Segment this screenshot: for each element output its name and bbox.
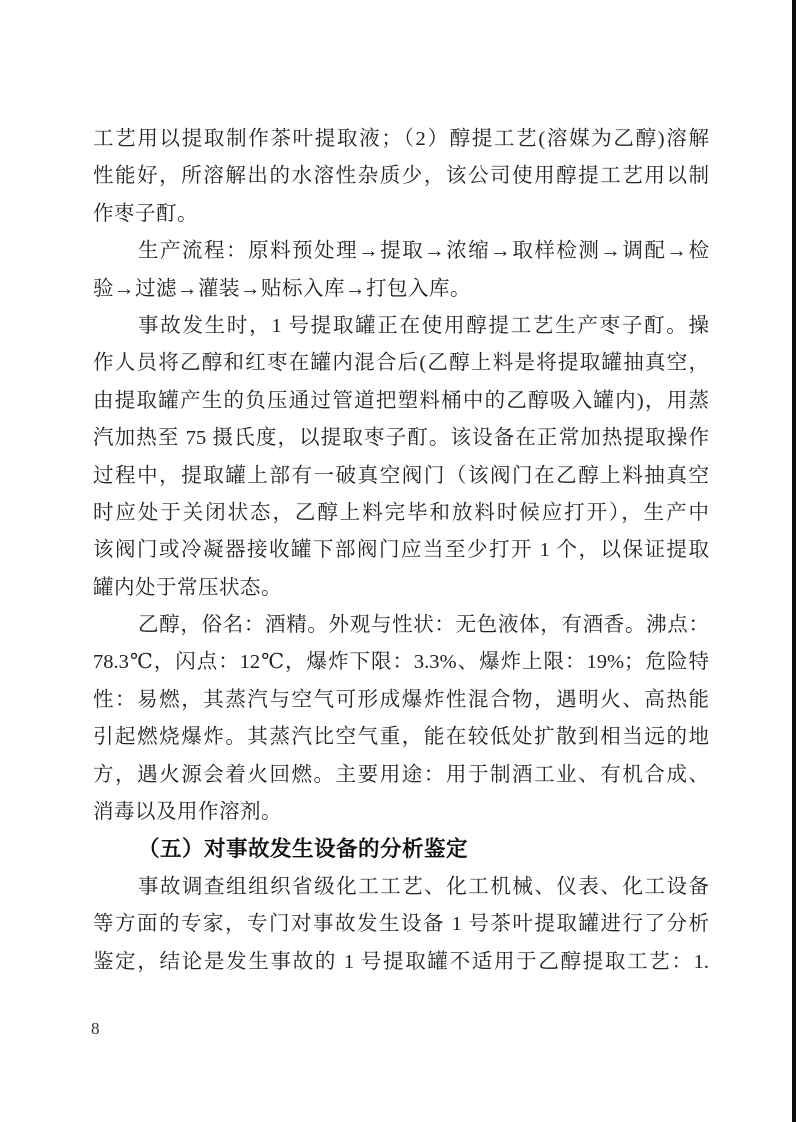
text-line: 性能好，所溶解出的水溶性杂质少，该公司使用醇提工艺用以制 bbox=[93, 165, 709, 188]
text-line: 过程中，提取罐上部有一破真空阀门（该阀门在乙醇上料抽真空 bbox=[93, 464, 709, 487]
text-line: 乙醇，俗名：酒精。外观与性状：无色液体，有酒香。沸点： bbox=[138, 614, 709, 637]
text-line: 时应处于关闭状态，乙醇上料完毕和放料时候应打开），生产中 bbox=[93, 501, 709, 524]
text-line: 工艺用以提取制作茶叶提取液；（2）醇提工艺(溶媒为乙醇)溶解 bbox=[93, 128, 709, 150]
page-number: 8 bbox=[91, 1019, 100, 1038]
text-line: 作人员将乙醇和红枣在罐内混合后(乙醇上料是将提取罐抽真空， bbox=[93, 352, 709, 375]
text-line: 事故发生时，1 号提取罐正在使用醇提工艺生产枣子酊。操 bbox=[138, 314, 709, 337]
text-line: 生产流程：原料预处理→提取→浓缩→取样检测→调配→检 bbox=[138, 240, 709, 263]
text-line: 鉴定，结论是发生事故的 1 号提取罐不适用于乙醇提取工艺：1. bbox=[93, 950, 709, 973]
section-heading: （五）对事故发生设备的分析鉴定 bbox=[138, 837, 469, 862]
text-line: 方，遇火源会着火回燃。主要用途：用于制酒工业、有机合成、 bbox=[93, 763, 709, 786]
text-line: 性：易燃，其蒸汽与空气可形成爆炸性混合物，遇明火、高热能 bbox=[93, 688, 709, 711]
document-body bbox=[93, 121, 709, 981]
text-line: 罐内处于常压状态。 bbox=[93, 576, 282, 599]
text-line: 验→过滤→灌装→贴标入库→打包入库。 bbox=[93, 277, 471, 300]
text-line: 作枣子酊。 bbox=[93, 202, 198, 225]
text-line: 消毒以及用作溶剂。 bbox=[93, 801, 282, 824]
scan-edge-artifact bbox=[792, 0, 796, 1122]
text-line: 汽加热至 75 摄氏度，以提取枣子酊。该设备在正常加热提取操作 bbox=[93, 427, 709, 450]
text-line: 由提取罐产生的负压通过管道把塑料桶中的乙醇吸入罐内)，用蒸 bbox=[93, 389, 709, 412]
text-line: 事故调查组组织省级化工工艺、化工机械、仪表、化工设备 bbox=[138, 875, 709, 898]
text-line: 该阀门或冷凝器接收罐下部阀门应当至少打开 1 个，以保证提取 bbox=[93, 539, 709, 562]
text-line: 等方面的专家，专门对事故发生设备 1 号茶叶提取罐进行了分析 bbox=[93, 913, 709, 936]
text-line: 引起燃烧爆炸。其蒸汽比空气重，能在较低处扩散到相当远的地 bbox=[93, 726, 709, 749]
text-line: 78.3℃，闪点：12℃，爆炸下限：3.3%、爆炸上限：19%；危险特 bbox=[93, 651, 709, 674]
